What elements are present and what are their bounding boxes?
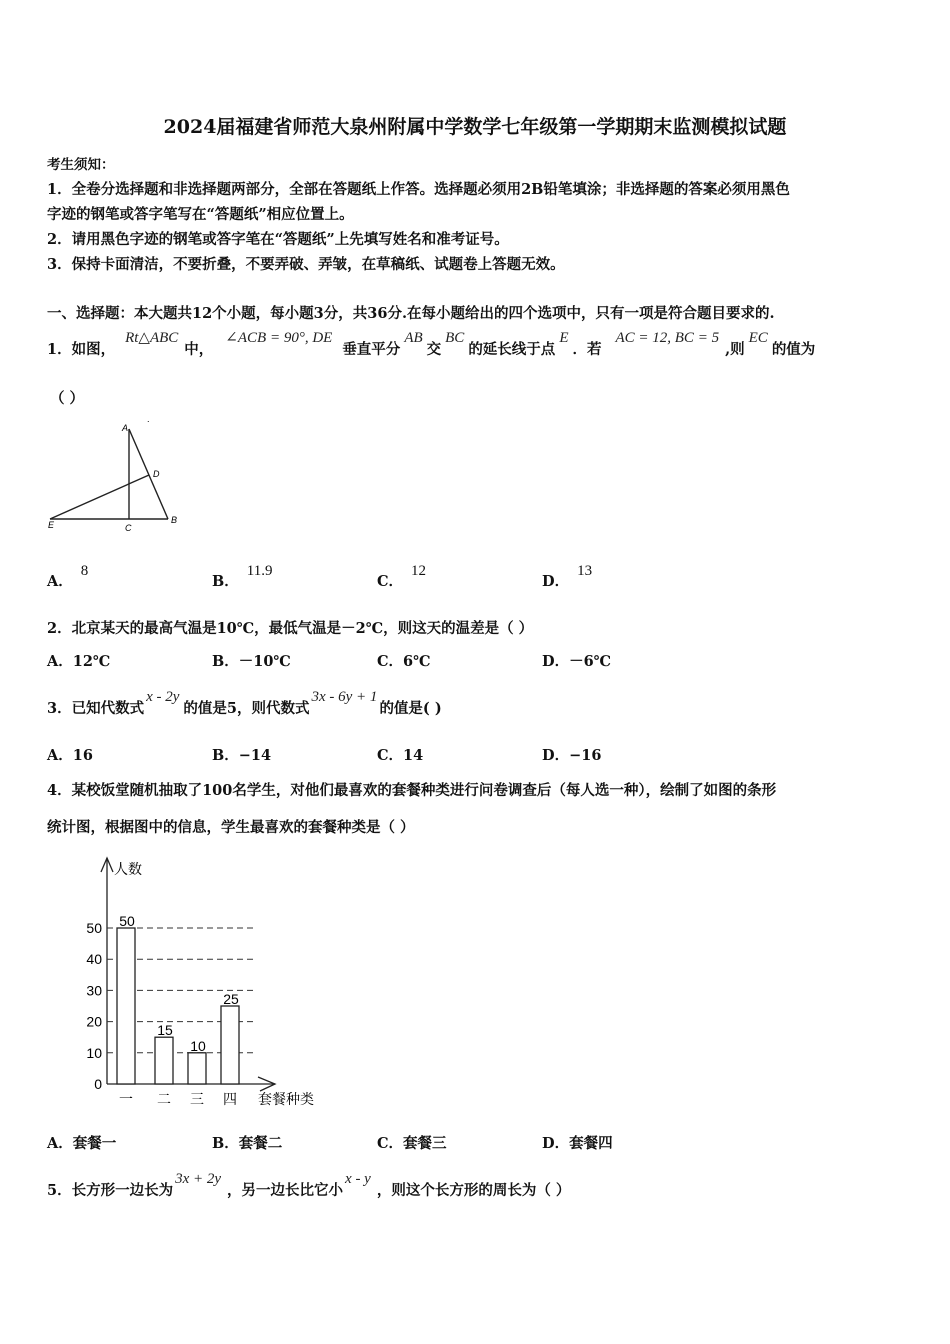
notice-item-2: 2．请用黑色字迹的钢笔或答字笔在“答题纸”上先填写姓名和准考证号。 <box>47 231 509 248</box>
segment-ab <box>129 429 168 519</box>
y-tick-label: 20 <box>86 1013 102 1030</box>
q4-option-a[interactable]: A．套餐一 <box>47 1135 117 1152</box>
y-axis-label: 人数 <box>114 861 142 877</box>
y-tick-label: 40 <box>86 951 102 968</box>
q4-option-b[interactable]: B．套餐二 <box>212 1135 283 1152</box>
category-label: 二 <box>157 1091 171 1107</box>
bar <box>221 1006 239 1084</box>
q3-option-b[interactable]: B．−14 <box>212 747 272 764</box>
question-4-cont: 统计图，根据图中的信息，学生最喜欢的套餐种类是（ ） <box>47 819 415 836</box>
q1-text: 中， <box>184 341 214 358</box>
q1-option-d[interactable]: D．13 <box>542 563 593 590</box>
q2-option-a[interactable]: A．12℃ <box>47 653 111 670</box>
category-label: 四 <box>223 1091 237 1107</box>
category-label: 三 <box>190 1091 204 1107</box>
q1-text: 的值为 <box>771 341 816 358</box>
q1-text: 1．如图， <box>47 341 116 358</box>
q1-math: EC <box>748 330 768 346</box>
q5-math: x - y <box>345 1171 371 1187</box>
q3-option-a[interactable]: A．16 <box>47 747 93 764</box>
notice-item-1: 1．全卷分选择题和非选择题两部分，全部在答题纸上作答。选择题必须用2B铅笔填涂；非选择题的答案必须用黑色 <box>47 181 790 198</box>
y-tick-label: 10 <box>86 1044 102 1061</box>
q2-option-d[interactable]: D．－6℃ <box>542 653 612 670</box>
section-heading: 一、选择题：本大题共12个小题，每小题3分，共36分.在每小题给出的四个选项中，只有一项是符合题目要求的. <box>47 305 775 322</box>
q1-math: Rt△ABC <box>125 330 179 346</box>
y-tick-label: 50 <box>86 920 102 936</box>
page-title: 2024届福建省师范大泉州附属中学数学七年级第一学期期末监测模拟试题 <box>163 116 787 138</box>
bar-value-label: 50 <box>119 913 135 929</box>
label-b: B <box>171 515 178 525</box>
q1-option-b[interactable]: B．11.9 <box>212 563 273 590</box>
q1-option-a[interactable]: A．8 <box>47 563 89 590</box>
q1-triangle-figure <box>40 415 200 535</box>
q4-option-d[interactable]: D．套餐四 <box>542 1135 613 1152</box>
y-tick-label: 0 <box>94 1076 102 1092</box>
q1-math: AC = 12, BC = 5 <box>615 330 720 346</box>
notice-heading: 考生须知： <box>47 157 115 173</box>
q3-option-d[interactable]: D．−16 <box>542 747 602 764</box>
q1-math: AB <box>404 330 423 346</box>
q1-math: BC <box>445 330 465 346</box>
bar-value-label: 25 <box>223 991 239 1007</box>
q3-math: x - 2y <box>146 689 180 705</box>
label-dot: . <box>147 415 150 424</box>
notice-item-1-cont: 字迹的钢笔或答字笔写在“答题纸”相应位置上。 <box>47 206 354 223</box>
q1-math: ∠ACB = 90°, DE <box>225 330 333 346</box>
bar-value-label: 15 <box>157 1022 173 1039</box>
q2-option-b[interactable]: B．－10℃ <box>212 653 291 670</box>
q4-bar-chart <box>70 850 340 1115</box>
bar <box>155 1037 173 1084</box>
q4-option-c[interactable]: C．套餐三 <box>377 1135 447 1152</box>
bar <box>188 1053 206 1084</box>
q5-math: 3x + 2y <box>175 1171 222 1187</box>
question-3: 3．已知代数式x - 2y的值是5，则代数式3x - 6y + 1的值是( ) <box>47 689 442 717</box>
q1-answer-paren: （ ） <box>50 390 85 407</box>
notice-item-3: 3．保持卡面清洁，不要折叠，不要弄破、弄皱，在草稿纸、试题卷上答题无效。 <box>47 256 565 273</box>
x-axis-label: 套餐种类 <box>258 1091 314 1107</box>
bar-value-label: 10 <box>190 1037 206 1054</box>
q1-text: 垂直平分 <box>342 341 401 358</box>
q1-text: ．若 <box>572 341 602 358</box>
label-d: D <box>153 469 160 479</box>
category-label: 一 <box>119 1091 133 1107</box>
question-2: 2．北京某天的最高气温是10℃，最低气温是－2℃，则这天的温差是（ ） <box>47 620 534 637</box>
q2-option-c[interactable]: C．6℃ <box>377 653 431 670</box>
label-a: A <box>122 423 129 433</box>
question-1 <box>47 330 816 359</box>
bar <box>117 928 135 1084</box>
segment-ed <box>50 475 149 519</box>
q3-math: 3x - 6y + 1 <box>311 689 378 705</box>
question-5: 5．长方形一边长为3x + 2y，另一边长比它小x - y，则这个长方形的周长为（ ） <box>47 1171 571 1199</box>
q1-text: 交 <box>426 341 442 358</box>
question-4: 4．某校饭堂随机抽取了100名学生，对他们最喜欢的套餐种类进行问卷调查后（每人选一种），绘制了如图的条形 <box>47 782 777 799</box>
label-c: C <box>125 523 132 533</box>
q1-math: E <box>559 330 569 346</box>
q1-option-c[interactable]: C．12 <box>377 563 427 590</box>
label-e: E <box>48 520 55 530</box>
q3-option-c[interactable]: C．14 <box>377 747 424 764</box>
y-tick-label: 30 <box>86 982 102 999</box>
q1-text: 的延长线于点 <box>468 341 556 358</box>
q1-text: ,则 <box>725 341 745 358</box>
